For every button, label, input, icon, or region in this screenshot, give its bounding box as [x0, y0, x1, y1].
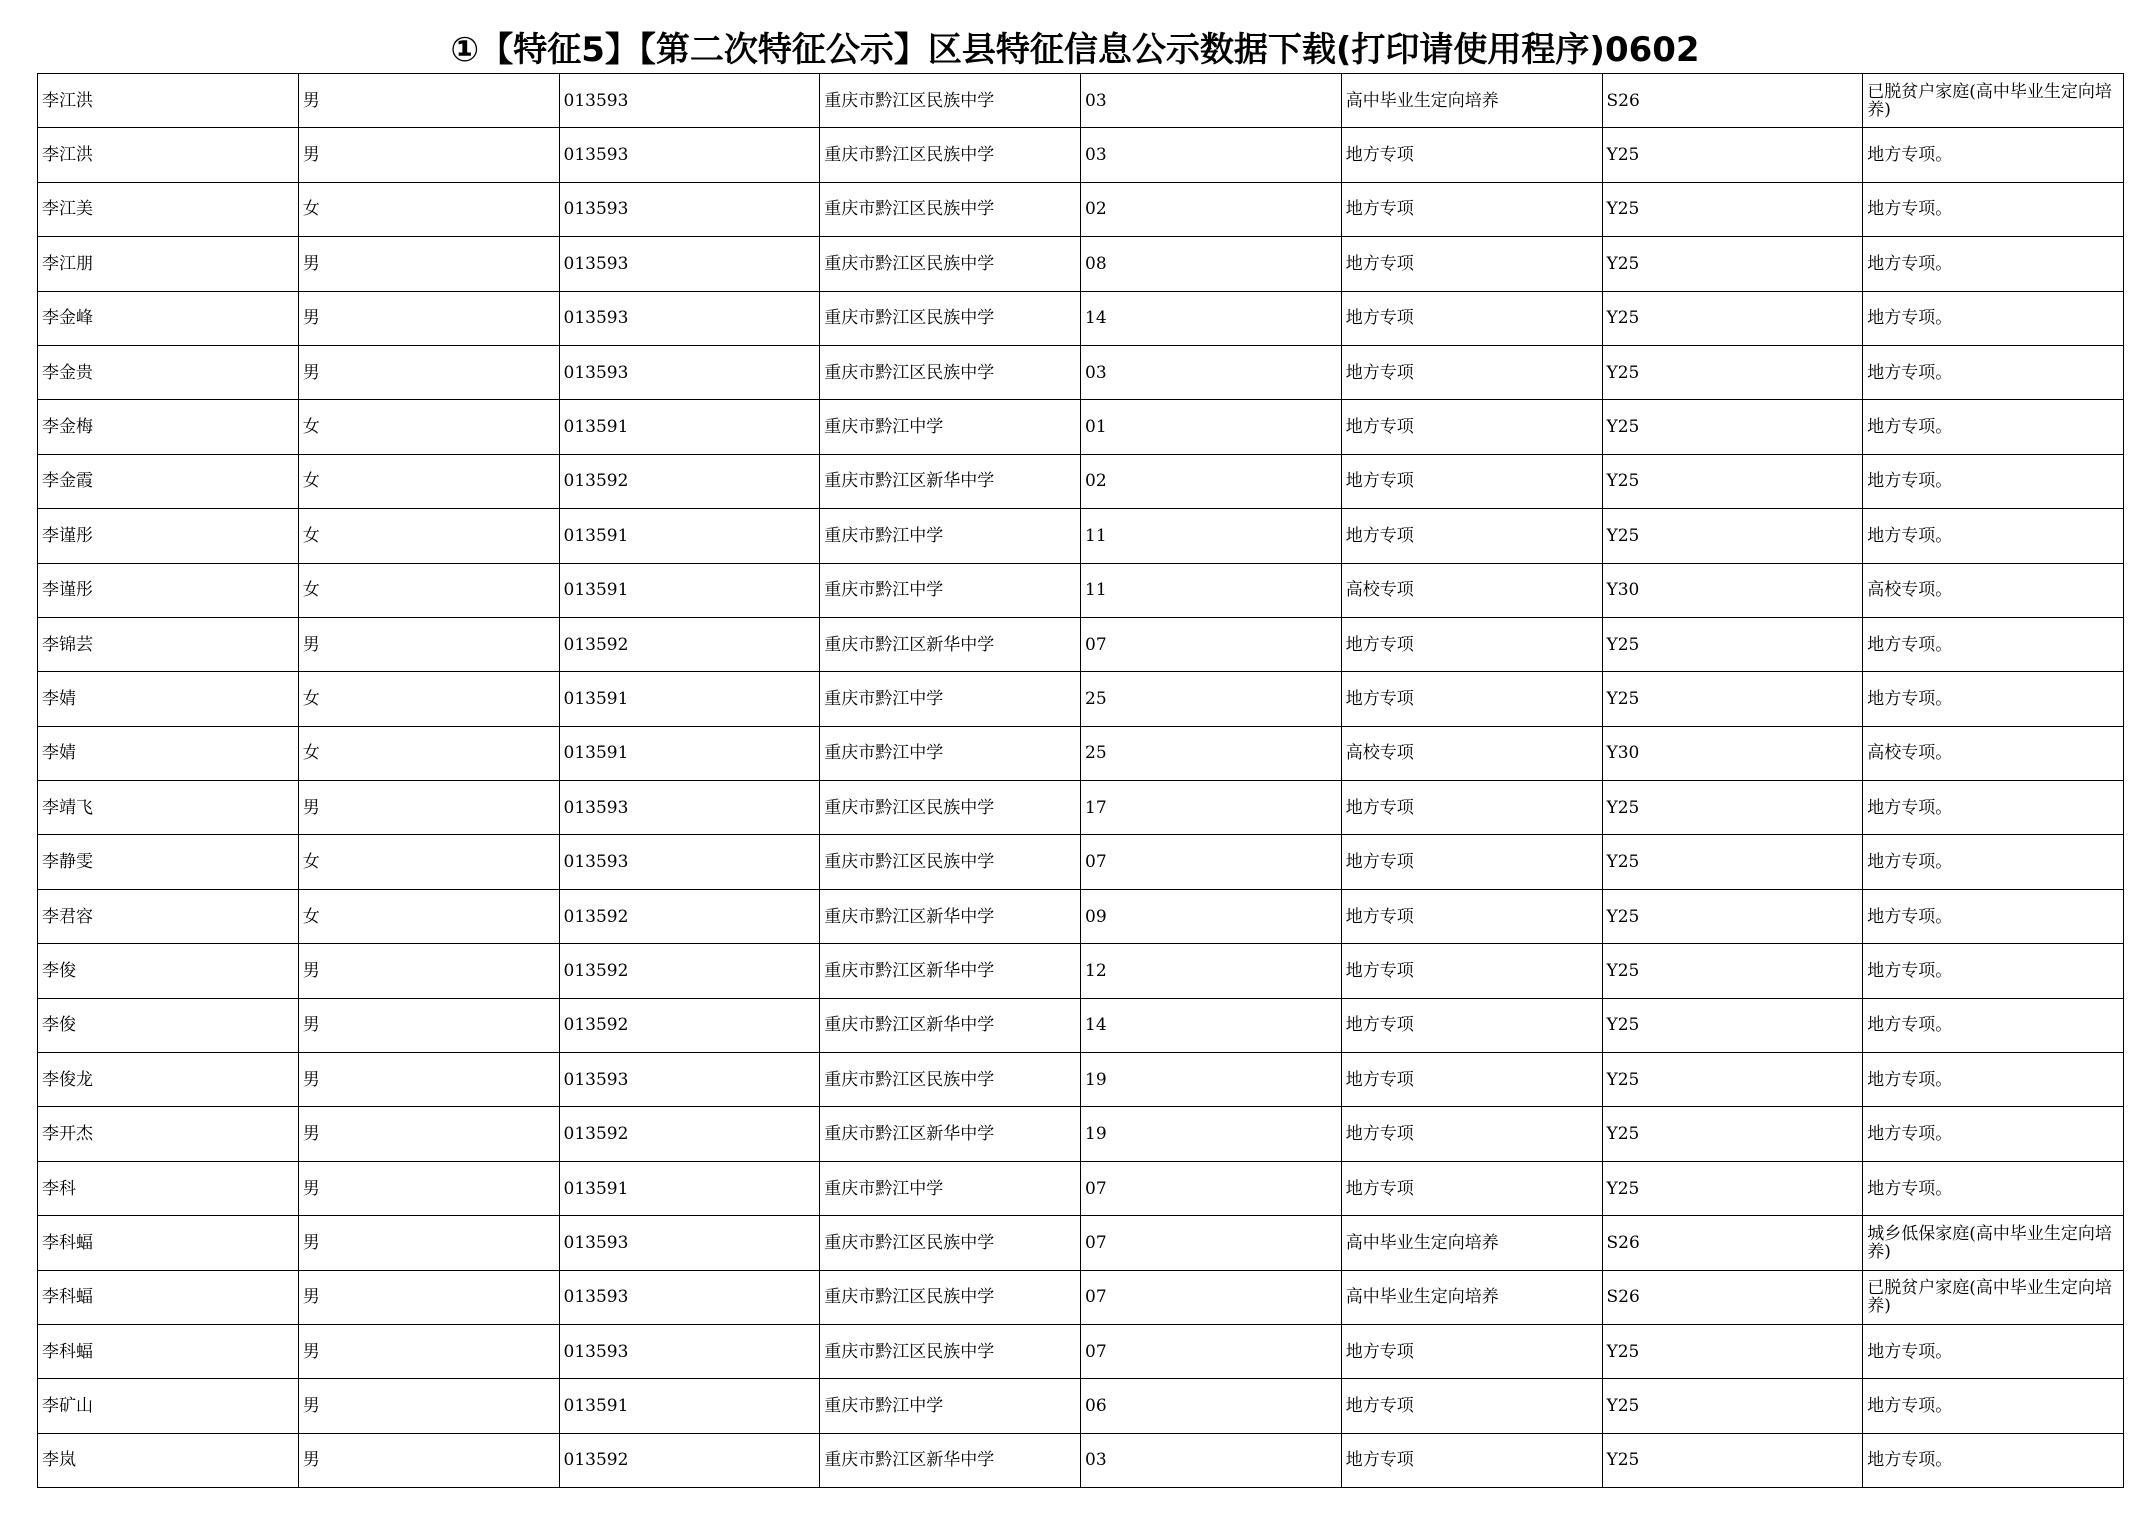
class-cell: 12 — [1081, 944, 1342, 998]
category-code-cell: Y25 — [1602, 672, 1863, 726]
school-code-cell: 013593 — [559, 74, 820, 128]
name-cell: 李静雯 — [38, 835, 299, 889]
gender-cell: 男 — [298, 291, 559, 345]
gender-cell: 男 — [298, 781, 559, 835]
gender-cell: 男 — [298, 998, 559, 1052]
category-code-cell: S26 — [1602, 1270, 1863, 1324]
note-cell: 地方专项。 — [1863, 1379, 2124, 1433]
table-row — [38, 1379, 2124, 1433]
school-name-cell: 重庆市黔江中学 — [820, 400, 1081, 454]
note-cell: 已脱贫户家庭(高中毕业生定向培养) — [1863, 1270, 2124, 1324]
school-name-cell: 重庆市黔江区新华中学 — [820, 454, 1081, 508]
note-cell: 地方专项。 — [1863, 835, 2124, 889]
gender-cell: 男 — [298, 617, 559, 671]
category-cell: 高中毕业生定向培养 — [1341, 1216, 1602, 1270]
note-cell: 地方专项。 — [1863, 128, 2124, 182]
class-cell: 03 — [1081, 1433, 1342, 1487]
note-cell: 地方专项。 — [1863, 1433, 2124, 1487]
category-cell: 地方专项 — [1341, 889, 1602, 943]
gender-cell: 男 — [298, 1433, 559, 1487]
table-row — [38, 1053, 2124, 1107]
class-cell: 01 — [1081, 400, 1342, 454]
gender-cell: 男 — [298, 1270, 559, 1324]
category-code-cell: Y25 — [1602, 400, 1863, 454]
name-cell: 李俊 — [38, 998, 299, 1052]
class-cell: 11 — [1081, 563, 1342, 617]
table-row — [38, 563, 2124, 617]
class-cell: 07 — [1081, 1270, 1342, 1324]
note-cell: 地方专项。 — [1863, 345, 2124, 399]
gender-cell: 男 — [298, 74, 559, 128]
category-code-cell: Y25 — [1602, 781, 1863, 835]
category-code-cell: Y30 — [1602, 726, 1863, 780]
table-row — [38, 726, 2124, 780]
school-name-cell: 重庆市黔江区民族中学 — [820, 1053, 1081, 1107]
category-cell: 地方专项 — [1341, 835, 1602, 889]
school-code-cell: 013593 — [559, 182, 820, 236]
gender-cell: 男 — [298, 237, 559, 291]
school-name-cell: 重庆市黔江区新华中学 — [820, 1433, 1081, 1487]
category-cell: 地方专项 — [1341, 182, 1602, 236]
table-row — [38, 944, 2124, 998]
category-cell: 地方专项 — [1341, 1433, 1602, 1487]
table-body — [38, 74, 2124, 1488]
table-row — [38, 781, 2124, 835]
class-cell: 07 — [1081, 617, 1342, 671]
class-cell: 07 — [1081, 835, 1342, 889]
school-name-cell: 重庆市黔江中学 — [820, 726, 1081, 780]
note-cell: 地方专项。 — [1863, 291, 2124, 345]
category-cell: 地方专项 — [1341, 400, 1602, 454]
name-cell: 李金峰 — [38, 291, 299, 345]
name-cell: 李科 — [38, 1161, 299, 1215]
school-code-cell: 013592 — [559, 454, 820, 508]
school-name-cell: 重庆市黔江区民族中学 — [820, 1216, 1081, 1270]
category-cell: 高中毕业生定向培养 — [1341, 74, 1602, 128]
table-row — [38, 889, 2124, 943]
school-name-cell: 重庆市黔江区新华中学 — [820, 998, 1081, 1052]
category-code-cell: S26 — [1602, 74, 1863, 128]
school-code-cell: 013593 — [559, 291, 820, 345]
school-code-cell: 013593 — [559, 128, 820, 182]
note-cell: 地方专项。 — [1863, 509, 2124, 563]
class-cell: 17 — [1081, 781, 1342, 835]
gender-cell: 女 — [298, 563, 559, 617]
category-code-cell: Y25 — [1602, 509, 1863, 563]
school-name-cell: 重庆市黔江中学 — [820, 1161, 1081, 1215]
class-cell: 03 — [1081, 74, 1342, 128]
category-cell: 高校专项 — [1341, 726, 1602, 780]
category-cell: 地方专项 — [1341, 672, 1602, 726]
gender-cell: 女 — [298, 672, 559, 726]
category-cell: 地方专项 — [1341, 1324, 1602, 1378]
table-row — [38, 291, 2124, 345]
class-cell: 19 — [1081, 1107, 1342, 1161]
name-cell: 李婧 — [38, 672, 299, 726]
note-cell: 地方专项。 — [1863, 889, 2124, 943]
school-name-cell: 重庆市黔江区新华中学 — [820, 1107, 1081, 1161]
school-name-cell: 重庆市黔江区民族中学 — [820, 74, 1081, 128]
category-cell: 高校专项 — [1341, 563, 1602, 617]
gender-cell: 男 — [298, 1161, 559, 1215]
class-cell: 14 — [1081, 291, 1342, 345]
school-code-cell: 013592 — [559, 944, 820, 998]
table-row — [38, 1270, 2124, 1324]
category-cell: 地方专项 — [1341, 1053, 1602, 1107]
category-code-cell: Y25 — [1602, 617, 1863, 671]
gender-cell: 女 — [298, 509, 559, 563]
school-code-cell: 013592 — [559, 998, 820, 1052]
school-code-cell: 013591 — [559, 672, 820, 726]
table-row — [38, 617, 2124, 671]
table-row — [38, 1161, 2124, 1215]
school-code-cell: 013593 — [559, 237, 820, 291]
note-cell: 已脱贫户家庭(高中毕业生定向培养) — [1863, 74, 2124, 128]
name-cell: 李科蝠 — [38, 1216, 299, 1270]
note-cell: 地方专项。 — [1863, 781, 2124, 835]
category-cell: 地方专项 — [1341, 345, 1602, 399]
category-code-cell: Y25 — [1602, 835, 1863, 889]
category-cell: 地方专项 — [1341, 617, 1602, 671]
gender-cell: 女 — [298, 889, 559, 943]
gender-cell: 女 — [298, 182, 559, 236]
gender-cell: 男 — [298, 1324, 559, 1378]
class-cell: 03 — [1081, 345, 1342, 399]
school-code-cell: 013592 — [559, 889, 820, 943]
category-cell: 高中毕业生定向培养 — [1341, 1270, 1602, 1324]
table-row — [38, 237, 2124, 291]
note-cell: 地方专项。 — [1863, 1107, 2124, 1161]
table-row — [38, 509, 2124, 563]
name-cell: 李江洪 — [38, 74, 299, 128]
name-cell: 李君容 — [38, 889, 299, 943]
name-cell: 李婧 — [38, 726, 299, 780]
name-cell: 李开杰 — [38, 1107, 299, 1161]
category-cell: 地方专项 — [1341, 781, 1602, 835]
table-row — [38, 345, 2124, 399]
school-name-cell: 重庆市黔江区民族中学 — [820, 835, 1081, 889]
class-cell: 06 — [1081, 1379, 1342, 1433]
school-code-cell: 013593 — [559, 1324, 820, 1378]
gender-cell: 女 — [298, 454, 559, 508]
name-cell: 李金霞 — [38, 454, 299, 508]
category-code-cell: Y25 — [1602, 454, 1863, 508]
school-name-cell: 重庆市黔江中学 — [820, 563, 1081, 617]
class-cell: 03 — [1081, 128, 1342, 182]
category-cell: 地方专项 — [1341, 509, 1602, 563]
category-code-cell: S26 — [1602, 1216, 1863, 1270]
school-code-cell: 013592 — [559, 1433, 820, 1487]
category-code-cell: Y25 — [1602, 1433, 1863, 1487]
school-code-cell: 013593 — [559, 345, 820, 399]
name-cell: 李江朋 — [38, 237, 299, 291]
table-row — [38, 672, 2124, 726]
note-cell: 地方专项。 — [1863, 617, 2124, 671]
name-cell: 李江美 — [38, 182, 299, 236]
table-row — [38, 454, 2124, 508]
gender-cell: 女 — [298, 835, 559, 889]
class-cell: 02 — [1081, 182, 1342, 236]
school-name-cell: 重庆市黔江区民族中学 — [820, 182, 1081, 236]
name-cell: 李矿山 — [38, 1379, 299, 1433]
note-cell: 地方专项。 — [1863, 998, 2124, 1052]
school-name-cell: 重庆市黔江区民族中学 — [820, 345, 1081, 399]
school-name-cell: 重庆市黔江区民族中学 — [820, 128, 1081, 182]
gender-cell: 男 — [298, 944, 559, 998]
table-row — [38, 1433, 2124, 1487]
category-code-cell: Y25 — [1602, 889, 1863, 943]
school-name-cell: 重庆市黔江中学 — [820, 672, 1081, 726]
category-code-cell: Y25 — [1602, 1161, 1863, 1215]
class-cell: 14 — [1081, 998, 1342, 1052]
note-cell: 地方专项。 — [1863, 1053, 2124, 1107]
school-code-cell: 013592 — [559, 617, 820, 671]
category-code-cell: Y25 — [1602, 998, 1863, 1052]
name-cell: 李岚 — [38, 1433, 299, 1487]
category-cell: 地方专项 — [1341, 944, 1602, 998]
school-code-cell: 013591 — [559, 563, 820, 617]
table-row — [38, 1216, 2124, 1270]
class-cell: 07 — [1081, 1324, 1342, 1378]
category-cell: 地方专项 — [1341, 998, 1602, 1052]
school-code-cell: 013593 — [559, 781, 820, 835]
gender-cell: 男 — [298, 1216, 559, 1270]
class-cell: 02 — [1081, 454, 1342, 508]
note-cell: 地方专项。 — [1863, 237, 2124, 291]
school-code-cell: 013591 — [559, 1161, 820, 1215]
school-code-cell: 013593 — [559, 1053, 820, 1107]
class-cell: 07 — [1081, 1216, 1342, 1270]
note-cell: 地方专项。 — [1863, 1161, 2124, 1215]
category-code-cell: Y30 — [1602, 563, 1863, 617]
school-name-cell: 重庆市黔江区民族中学 — [820, 1270, 1081, 1324]
table-row — [38, 128, 2124, 182]
table-row — [38, 400, 2124, 454]
gender-cell: 男 — [298, 1379, 559, 1433]
class-cell: 09 — [1081, 889, 1342, 943]
name-cell: 李金梅 — [38, 400, 299, 454]
class-cell: 25 — [1081, 672, 1342, 726]
page-title: ①【特征5】【第二次特征公示】区县特征信息公示数据下载(打印请使用程序)0602 — [450, 30, 1700, 70]
class-cell: 19 — [1081, 1053, 1342, 1107]
gender-cell: 女 — [298, 726, 559, 780]
school-name-cell: 重庆市黔江区民族中学 — [820, 291, 1081, 345]
school-code-cell: 013591 — [559, 1379, 820, 1433]
name-cell: 李金贵 — [38, 345, 299, 399]
category-code-cell: Y25 — [1602, 944, 1863, 998]
gender-cell: 男 — [298, 1053, 559, 1107]
category-cell: 地方专项 — [1341, 454, 1602, 508]
note-cell: 地方专项。 — [1863, 1324, 2124, 1378]
category-code-cell: Y25 — [1602, 1324, 1863, 1378]
table-row — [38, 1324, 2124, 1378]
school-code-cell: 013591 — [559, 726, 820, 780]
category-cell: 地方专项 — [1341, 1379, 1602, 1433]
school-name-cell: 重庆市黔江中学 — [820, 509, 1081, 563]
category-code-cell: Y25 — [1602, 182, 1863, 236]
category-code-cell: Y25 — [1602, 291, 1863, 345]
class-cell: 11 — [1081, 509, 1342, 563]
school-code-cell: 013593 — [559, 835, 820, 889]
school-name-cell: 重庆市黔江区民族中学 — [820, 237, 1081, 291]
class-cell: 07 — [1081, 1161, 1342, 1215]
name-cell: 李靖飞 — [38, 781, 299, 835]
note-cell: 城乡低保家庭(高中毕业生定向培养) — [1863, 1216, 2124, 1270]
table-row — [38, 998, 2124, 1052]
name-cell: 李俊 — [38, 944, 299, 998]
category-code-cell: Y25 — [1602, 345, 1863, 399]
category-cell: 地方专项 — [1341, 237, 1602, 291]
school-code-cell: 013591 — [559, 400, 820, 454]
school-name-cell: 重庆市黔江区新华中学 — [820, 617, 1081, 671]
note-cell: 地方专项。 — [1863, 672, 2124, 726]
category-code-cell: Y25 — [1602, 237, 1863, 291]
gender-cell: 男 — [298, 345, 559, 399]
table-row — [38, 835, 2124, 889]
school-code-cell: 013593 — [559, 1270, 820, 1324]
note-cell: 地方专项。 — [1863, 944, 2124, 998]
note-cell: 地方专项。 — [1863, 454, 2124, 508]
name-cell: 李锦芸 — [38, 617, 299, 671]
school-name-cell: 重庆市黔江区新华中学 — [820, 889, 1081, 943]
school-name-cell: 重庆市黔江区民族中学 — [820, 781, 1081, 835]
table-row — [38, 1107, 2124, 1161]
category-code-cell: Y25 — [1602, 1107, 1863, 1161]
table-row — [38, 74, 2124, 128]
note-cell: 高校专项。 — [1863, 726, 2124, 780]
name-cell: 李谨彤 — [38, 563, 299, 617]
school-name-cell: 重庆市黔江区民族中学 — [820, 1324, 1081, 1378]
school-name-cell: 重庆市黔江区新华中学 — [820, 944, 1081, 998]
category-cell: 地方专项 — [1341, 1161, 1602, 1215]
gender-cell: 男 — [298, 1107, 559, 1161]
name-cell: 李科蝠 — [38, 1324, 299, 1378]
gender-cell: 男 — [298, 128, 559, 182]
data-table — [37, 73, 2124, 1488]
school-name-cell: 重庆市黔江中学 — [820, 1379, 1081, 1433]
note-cell: 地方专项。 — [1863, 400, 2124, 454]
name-cell: 李俊龙 — [38, 1053, 299, 1107]
category-code-cell: Y25 — [1602, 1053, 1863, 1107]
gender-cell: 女 — [298, 400, 559, 454]
note-cell: 高校专项。 — [1863, 563, 2124, 617]
category-cell: 地方专项 — [1341, 291, 1602, 345]
name-cell: 李江洪 — [38, 128, 299, 182]
category-code-cell: Y25 — [1602, 1379, 1863, 1433]
class-cell: 08 — [1081, 237, 1342, 291]
category-code-cell: Y25 — [1602, 128, 1863, 182]
category-cell: 地方专项 — [1341, 1107, 1602, 1161]
note-cell: 地方专项。 — [1863, 182, 2124, 236]
name-cell: 李谨彤 — [38, 509, 299, 563]
category-cell: 地方专项 — [1341, 128, 1602, 182]
school-code-cell: 013592 — [559, 1107, 820, 1161]
table-row — [38, 182, 2124, 236]
school-code-cell: 013591 — [559, 509, 820, 563]
name-cell: 李科蝠 — [38, 1270, 299, 1324]
school-code-cell: 013593 — [559, 1216, 820, 1270]
class-cell: 25 — [1081, 726, 1342, 780]
